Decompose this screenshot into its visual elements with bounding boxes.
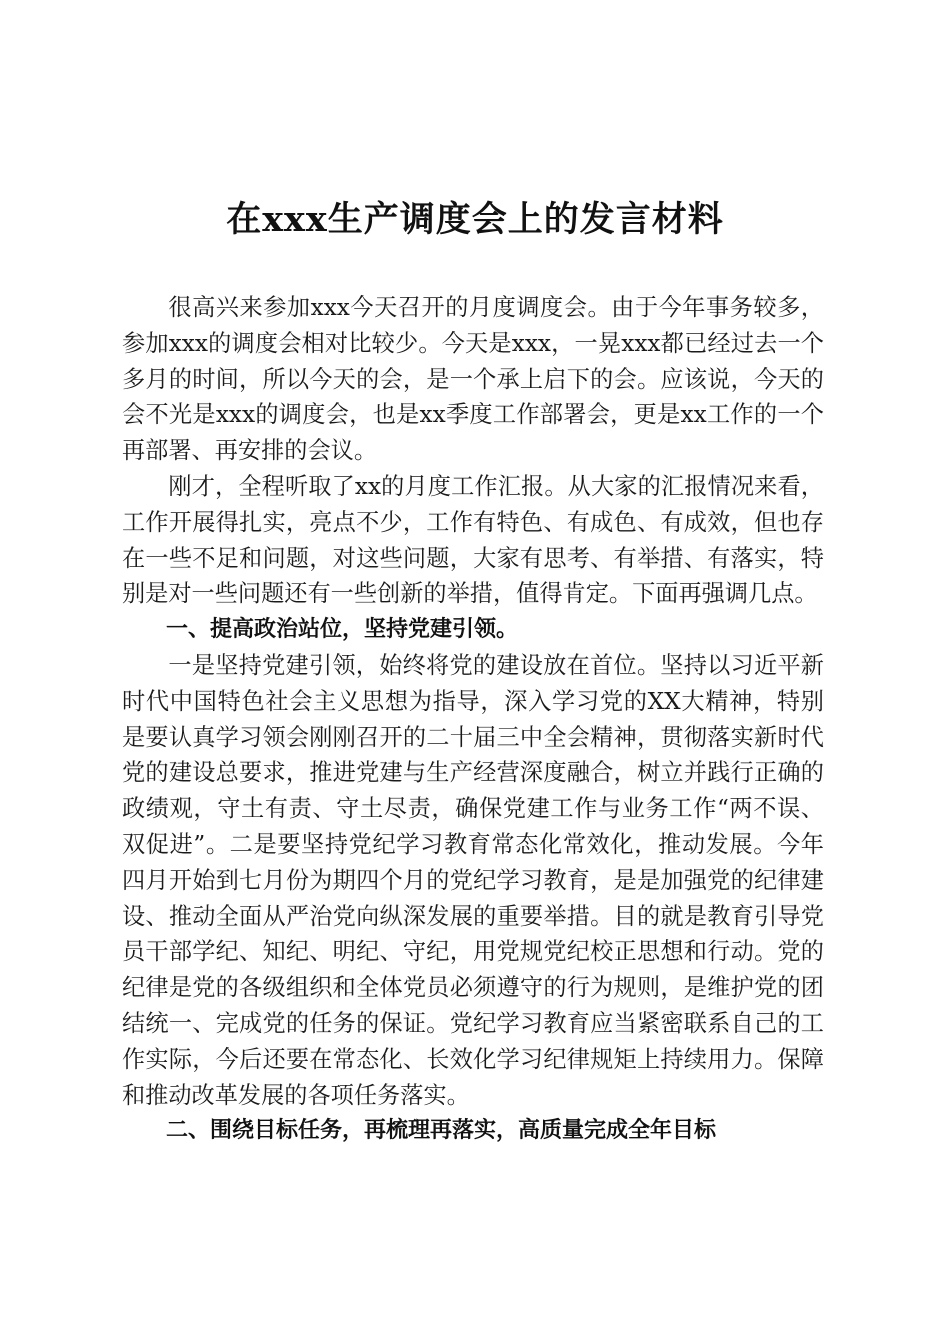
paragraph-intro: 很高兴来参加xxx今天召开的月度调度会。由于今年事务较多，参加xxx的调度会相对比较少。今天是xxx，一晃xxx都已经过去一个多月的时间，所以今天的会，是一个承上启下的会。应该说，今天的会不光是xxx的调度会，也是xx季度工作部署会，更是xx工作的一个再部署、再安排的会议。 [122, 294, 824, 465]
paragraph-report-review: 刚才，全程听取了xx的月度工作汇报。从大家的汇报情况来看，工作开展得扎实，亮点不少，工作有特色、有成色、有成效，但也存在一些不足和问题，对这些问题，大家有思考、有举措、有落实，特别是对一些问题还有一些创新的举措，值得肯定。下面再强调几点。 [122, 472, 824, 608]
section-heading-one: 一、提高政治站位，坚持党建引领。 [166, 617, 519, 643]
paragraph-party-building: 一是坚持党建引领，始终将党的建设放在首位。坚持以习近平新时代中国特色社会主义思想为指导，深入学习党的XX大精神，特别是要认真学习领会刚刚召开的二十届三中全会精神，贯彻落实新时代党的建设总要求，推进党建与生产经营深度融合，树立并践行正确的政绩观，守土有责、守土尽责，确保党建工作与业务工作“两不误、双促进”。二是要坚持党纪学习教育常态化常效化，推动发展。今年四月开始到七月份为期四个月的党纪学习教育，是是加强党的纪律建设、推动全面从严治党向纵深发展的重要举措。目的就是教育引导党员干部学纪、知纪、明纪、守纪，用党规党纪校正思想和行动。党的纪律是党的各级组织和全体党员必须遵守的行为规则，是维护党的团结统一、完成党的任务的保证。党纪学习教育应当紧密联系自己的工作实际，今后还要在常态化、长效化学习纪律规矩上持续用力。保障和推动改革发展的各项任务落实。 [122, 651, 824, 1109]
document-body [122, 290, 824, 1149]
document-title: 在xxx生产调度会上的发言材料 [226, 199, 724, 240]
section-heading-two: 二、围绕目标任务，再梳理再落实，高质量完成全年目标 [166, 1118, 717, 1144]
